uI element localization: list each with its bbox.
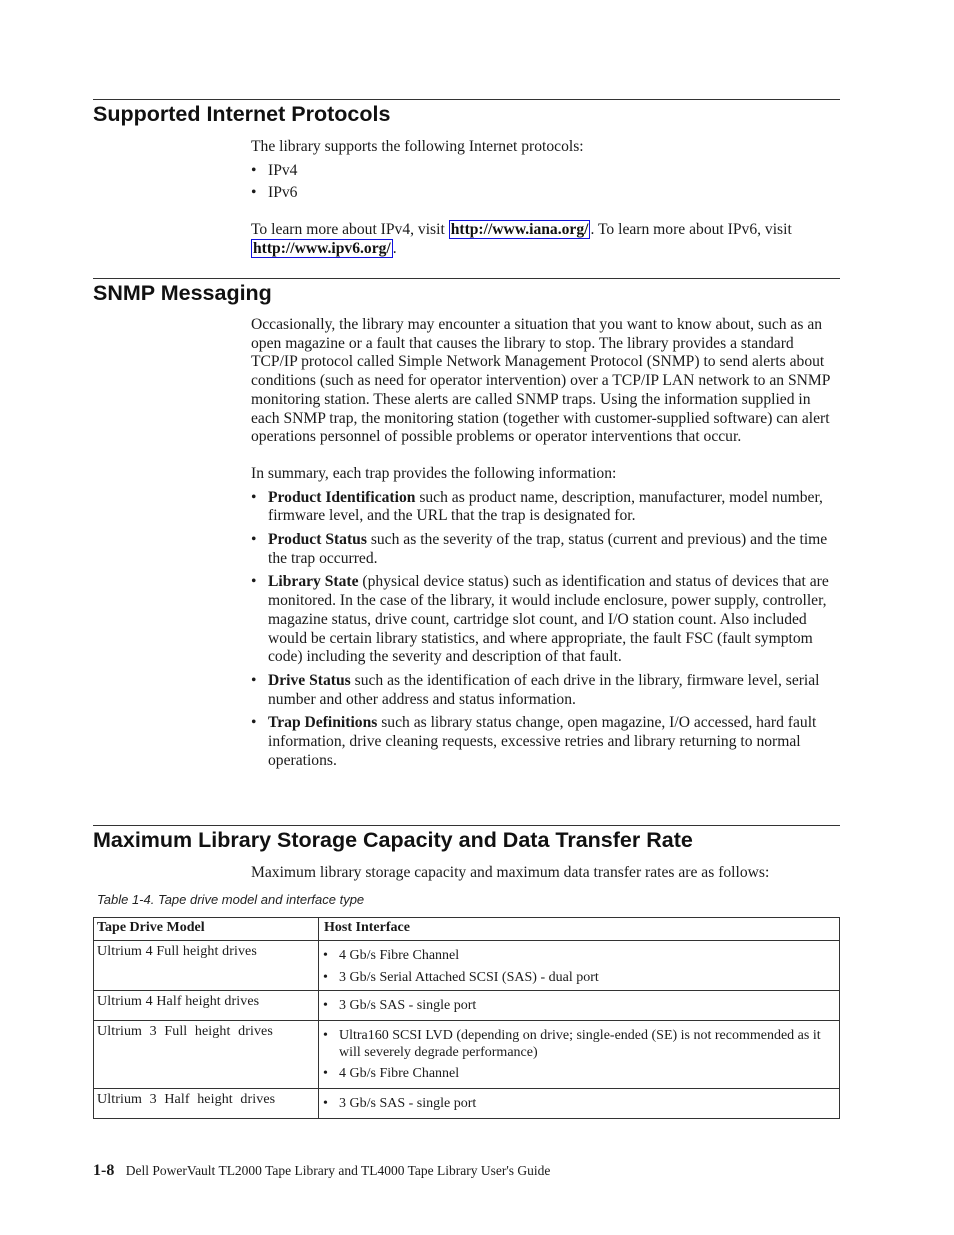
section-heading-internet-protocols: Supported Internet Protocols (93, 102, 391, 126)
snmp-body (251, 316, 841, 770)
item-term: Drive Status (268, 671, 351, 689)
table-caption: Table 1-4. Tape drive model and interface type (97, 892, 365, 907)
interface-item: • 4 Gb/s Fibre Channel (323, 1065, 835, 1082)
iana-link[interactable]: http://www.iana.org/ (450, 221, 589, 239)
section-rule-1 (93, 99, 840, 100)
list-item (251, 573, 841, 667)
drive-model-cell: Ultrium 4 Half height drives (94, 991, 319, 1021)
interface-cell (319, 941, 840, 991)
drive-model-cell: Ultrium 4 Full height drives (94, 941, 319, 991)
list-item (251, 672, 841, 709)
learn-more-text-1: To learn more about IPv4, visit (251, 221, 445, 239)
learn-more-text-3: . (392, 239, 397, 257)
interface-item: • 3 Gb/s Serial Attached SCSI (SAS) - dual port (323, 969, 835, 986)
section-rule-2 (93, 278, 840, 279)
drive-model-cell: Ultrium 3 Full height drives (94, 1021, 319, 1089)
trap-info-list (251, 489, 841, 771)
learn-more-text (251, 221, 841, 258)
page-number: 1-8 (93, 1162, 115, 1179)
item-text: such as library status change, open magazine, I/O accessed, hard fault information, drive cleaning requests, excessive retries and library returning to normal operations. (268, 714, 817, 769)
column-header: Host Interface (319, 918, 840, 941)
item-text: such as the severity of the trap, status (current and previous) and the time the trap occurred. (268, 531, 828, 567)
list-item: • IPv4 (251, 162, 841, 181)
interface-cell (319, 991, 840, 1021)
drive-model-cell: Ultrium 3 Half height drives (94, 1089, 319, 1119)
item-term: Product Identification (268, 488, 416, 506)
item-text: such as the identification of each drive in the library, firmware level, serial number and other address and status information. (268, 671, 820, 708)
table-row (94, 991, 840, 1021)
page-footer (93, 1162, 550, 1180)
list-item: • IPv6 (251, 184, 841, 203)
list-item (251, 531, 841, 568)
list-item (251, 714, 841, 770)
list-item (251, 489, 841, 526)
tape-drive-table (93, 917, 840, 1119)
table-row (94, 941, 840, 991)
section-heading-snmp: SNMP Messaging (93, 281, 272, 305)
interface-item: • 3 Gb/s SAS - single port (323, 997, 835, 1014)
ipv6-link[interactable]: http://www.ipv6.org/ (253, 239, 391, 257)
interface-cell (319, 1089, 840, 1119)
table-row (94, 1021, 840, 1089)
section-rule-3 (93, 825, 840, 826)
column-header: Tape Drive Model (94, 918, 319, 941)
section-heading-capacity: Maximum Library Storage Capacity and Data Transfer Rate (93, 828, 693, 852)
learn-more-text-2: . To learn more about IPv6, visit (590, 221, 792, 239)
item-text: (physical device status) such as identification and status of devices that are monitored. In the case of the library, it would include enclosure, power supply, controller, magazine status, drive count, cartridge slot count, and I/O station count. Also included would be certain library statistics, and where appropriate, the fault FSC (fault symptom code) including the severity and description of that fault. (268, 573, 829, 666)
capacity-intro: Maximum library storage capacity and maximum data transfer rates are as follows: (251, 864, 770, 881)
table-row (94, 1089, 840, 1119)
interface-item: • 4 Gb/s Fibre Channel (323, 947, 835, 964)
item-term: Product Status (268, 531, 367, 549)
interface-cell (319, 1021, 840, 1089)
snmp-summary: In summary, each trap provides the following information: (251, 464, 617, 482)
interface-item: • 3 Gb/s SAS - single port (323, 1095, 835, 1112)
internet-protocols-body (251, 138, 841, 259)
footer-title: Dell PowerVault TL2000 Tape Library and TL4000 Tape Library User's Guide (125, 1163, 551, 1178)
snmp-paragraph: Occasionally, the library may encounter a situation that you want to know about, such as an open magazine or a fault that causes the library to stop. The library provides a standard TCP/IP protocol called Simple Network Management Protocol (SNMP) to send alerts about conditions (such as need for operator intervention) over a TCP/IP LAN network to an SNMP monitoring station. These alerts are called SNMP traps. Using the information supplied in each SNMP trap, the monitoring station (together with customer-supplied software) can alert operations personnel of possible problems or operator interventions that occur. (251, 316, 830, 446)
interface-item: • Ultra160 SCSI LVD (depending on drive; single-ended (SE) is not recommended as it will severely degrade performance) (323, 1027, 835, 1061)
protocol-list (251, 162, 841, 203)
item-term: Library State (268, 573, 359, 591)
item-text: such as product name, description, manufacturer, model number, firmware level, and the URL that the trap is designated for. (268, 488, 823, 525)
item-term: Trap Definitions (268, 714, 378, 732)
table-header-row (94, 918, 840, 941)
protocols-intro: The library supports the following Internet protocols: (251, 138, 584, 155)
